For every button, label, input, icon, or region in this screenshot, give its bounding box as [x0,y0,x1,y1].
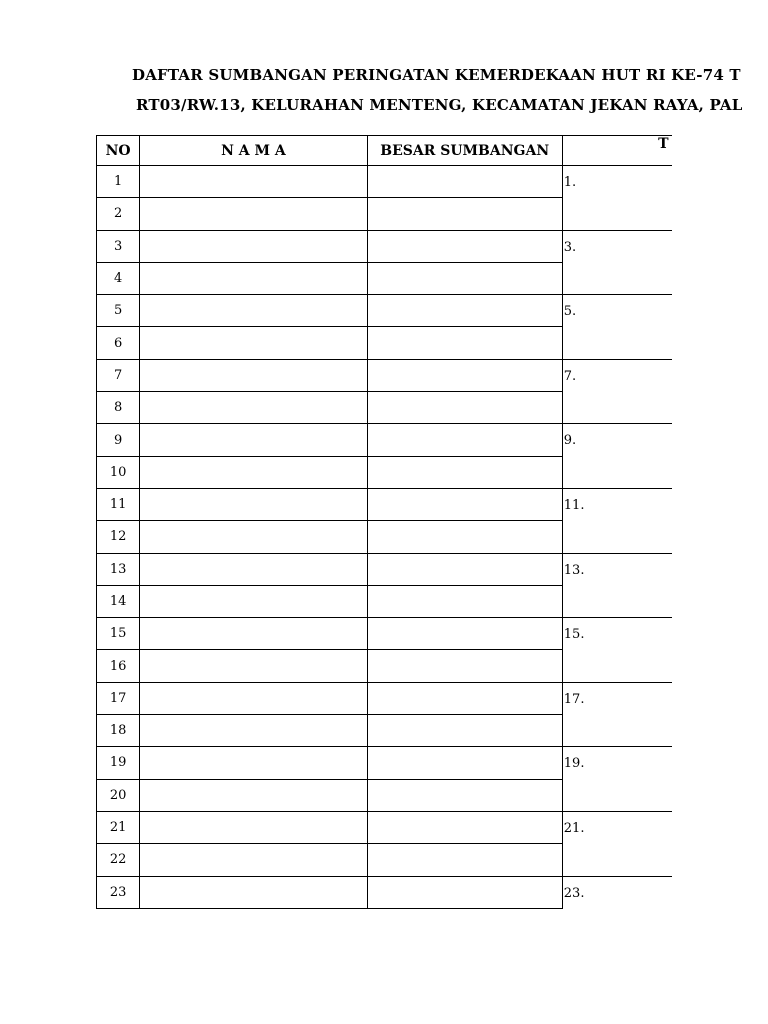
besar-sumbangan-cell[interactable] [367,295,562,327]
table-row [97,327,673,359]
table-header-row [97,136,673,166]
row-number: 12 [97,521,140,553]
row-number: 3 [97,230,140,262]
table-row [97,359,673,391]
tanda-tangan-cell[interactable] [562,618,672,650]
table-row [97,585,673,617]
table-row [97,811,673,843]
ttd-label: 11. [563,497,585,513]
table-row [97,521,673,553]
tanda-tangan-cell[interactable] [562,682,672,714]
tanda-tangan-cell[interactable] [562,230,672,262]
tanda-tangan-cell[interactable] [562,295,672,327]
header-nama: N A M A [140,136,367,166]
row-number: 18 [97,715,140,747]
row-number: 13 [97,553,140,585]
table-row [97,715,673,747]
ttd-label: 19. [563,756,585,772]
nama-cell[interactable] [140,327,367,359]
besar-sumbangan-cell[interactable] [367,327,562,359]
besar-sumbangan-cell[interactable] [367,811,562,843]
row-number: 8 [97,392,140,424]
ttd-label: 17. [563,691,585,707]
besar-sumbangan-cell[interactable] [367,844,562,876]
nama-cell[interactable] [140,359,367,391]
ttd-label: 5. [563,304,577,320]
nama-cell[interactable] [140,876,367,908]
tanda-tangan-cell[interactable] [562,488,672,520]
tanda-tangan-cell[interactable] [562,198,672,230]
tanda-tangan-cell[interactable] [562,456,672,488]
besar-sumbangan-cell[interactable] [367,392,562,424]
header-besar-sumbangan: BESAR SUMBANGAN [367,136,562,166]
besar-sumbangan-cell[interactable] [367,230,562,262]
row-number: 11 [97,488,140,520]
nama-cell[interactable] [140,456,367,488]
nama-cell[interactable] [140,844,367,876]
tanda-tangan-cell[interactable] [562,747,672,779]
table-row [97,295,673,327]
row-number: 19 [97,747,140,779]
nama-cell[interactable] [140,262,367,294]
header-tanda-tangan: T [562,136,672,166]
row-number: 4 [97,262,140,294]
table-row [97,230,673,262]
table-row [97,456,673,488]
tanda-tangan-cell[interactable] [562,779,672,811]
table-row [97,262,673,294]
header-no: NO [97,136,140,166]
tanda-tangan-cell[interactable] [562,553,672,585]
tanda-tangan-cell[interactable] [562,166,672,198]
row-number: 23 [97,876,140,908]
nama-cell[interactable] [140,392,367,424]
row-number: 15 [97,618,140,650]
besar-sumbangan-cell[interactable] [367,424,562,456]
ttd-label: 21. [563,820,585,836]
nama-cell[interactable] [140,715,367,747]
row-number: 16 [97,650,140,682]
tanda-tangan-cell[interactable] [562,811,672,843]
besar-sumbangan-cell[interactable] [367,198,562,230]
table-row [97,747,673,779]
table-row [97,166,673,198]
row-number: 5 [97,295,140,327]
besar-sumbangan-cell[interactable] [367,553,562,585]
nama-cell[interactable] [140,682,367,714]
nama-cell[interactable] [140,488,367,520]
row-number: 7 [97,359,140,391]
table-row [97,198,673,230]
tanda-tangan-cell[interactable] [562,585,672,617]
tanda-tangan-cell[interactable] [562,521,672,553]
besar-sumbangan-cell[interactable] [367,262,562,294]
row-number: 9 [97,424,140,456]
besar-sumbangan-cell[interactable] [367,521,562,553]
ttd-label: 9. [563,433,577,449]
table-row [97,618,673,650]
table-row [97,682,673,714]
besar-sumbangan-cell[interactable] [367,715,562,747]
ttd-label: 13. [563,562,585,578]
tanda-tangan-cell[interactable] [562,844,672,876]
nama-cell[interactable] [140,230,367,262]
table-row [97,779,673,811]
row-number: 20 [97,779,140,811]
row-number: 14 [97,585,140,617]
table-row [97,876,673,908]
nama-cell[interactable] [140,198,367,230]
nama-cell[interactable] [140,747,367,779]
donation-table [96,135,672,909]
ttd-label: 15. [563,627,585,643]
besar-sumbangan-cell[interactable] [367,166,562,198]
nama-cell[interactable] [140,650,367,682]
nama-cell[interactable] [140,166,367,198]
row-number: 2 [97,198,140,230]
ttd-label: 3. [563,239,577,255]
nama-cell[interactable] [140,585,367,617]
nama-cell[interactable] [140,618,367,650]
tanda-tangan-cell[interactable] [562,424,672,456]
besar-sumbangan-cell[interactable] [367,876,562,908]
nama-cell[interactable] [140,521,367,553]
tanda-tangan-cell[interactable] [562,392,672,424]
besar-sumbangan-cell[interactable] [367,618,562,650]
ttd-label: 1. [563,175,577,190]
tanda-tangan-cell[interactable] [562,876,672,908]
table-row [97,650,673,682]
table-row [97,424,673,456]
document-title: DAFTAR SUMBANGAN PERINGATAN KEMERDEKAAN HUT RI KE-74 T [132,66,741,84]
besar-sumbangan-cell[interactable] [367,456,562,488]
besar-sumbangan-cell[interactable] [367,585,562,617]
row-number: 21 [97,811,140,843]
besar-sumbangan-cell[interactable] [367,650,562,682]
nama-cell[interactable] [140,811,367,843]
nama-cell[interactable] [140,424,367,456]
row-number: 1 [97,166,140,198]
ttd-label: 23. [563,885,585,901]
table-row [97,844,673,876]
nama-cell[interactable] [140,553,367,585]
table-row [97,392,673,424]
besar-sumbangan-cell[interactable] [367,488,562,520]
row-number: 17 [97,682,140,714]
tanda-tangan-cell[interactable] [562,359,672,391]
besar-sumbangan-cell[interactable] [367,359,562,391]
besar-sumbangan-cell[interactable] [367,682,562,714]
tanda-tangan-cell[interactable] [562,262,672,294]
table-row [97,553,673,585]
row-number: 10 [97,456,140,488]
besar-sumbangan-cell[interactable] [367,747,562,779]
tanda-tangan-cell[interactable] [562,650,672,682]
table-row [97,488,673,520]
row-number: 6 [97,327,140,359]
row-number: 22 [97,844,140,876]
besar-sumbangan-cell[interactable] [367,779,562,811]
nama-cell[interactable] [140,295,367,327]
tanda-tangan-cell[interactable] [562,715,672,747]
ttd-label: 7. [563,368,577,384]
document-subtitle: RT03/RW.13, KELURAHAN MENTENG, KECAMATAN JEKAN RAYA, PAL [136,96,743,114]
tanda-tangan-cell[interactable] [562,327,672,359]
nama-cell[interactable] [140,779,367,811]
